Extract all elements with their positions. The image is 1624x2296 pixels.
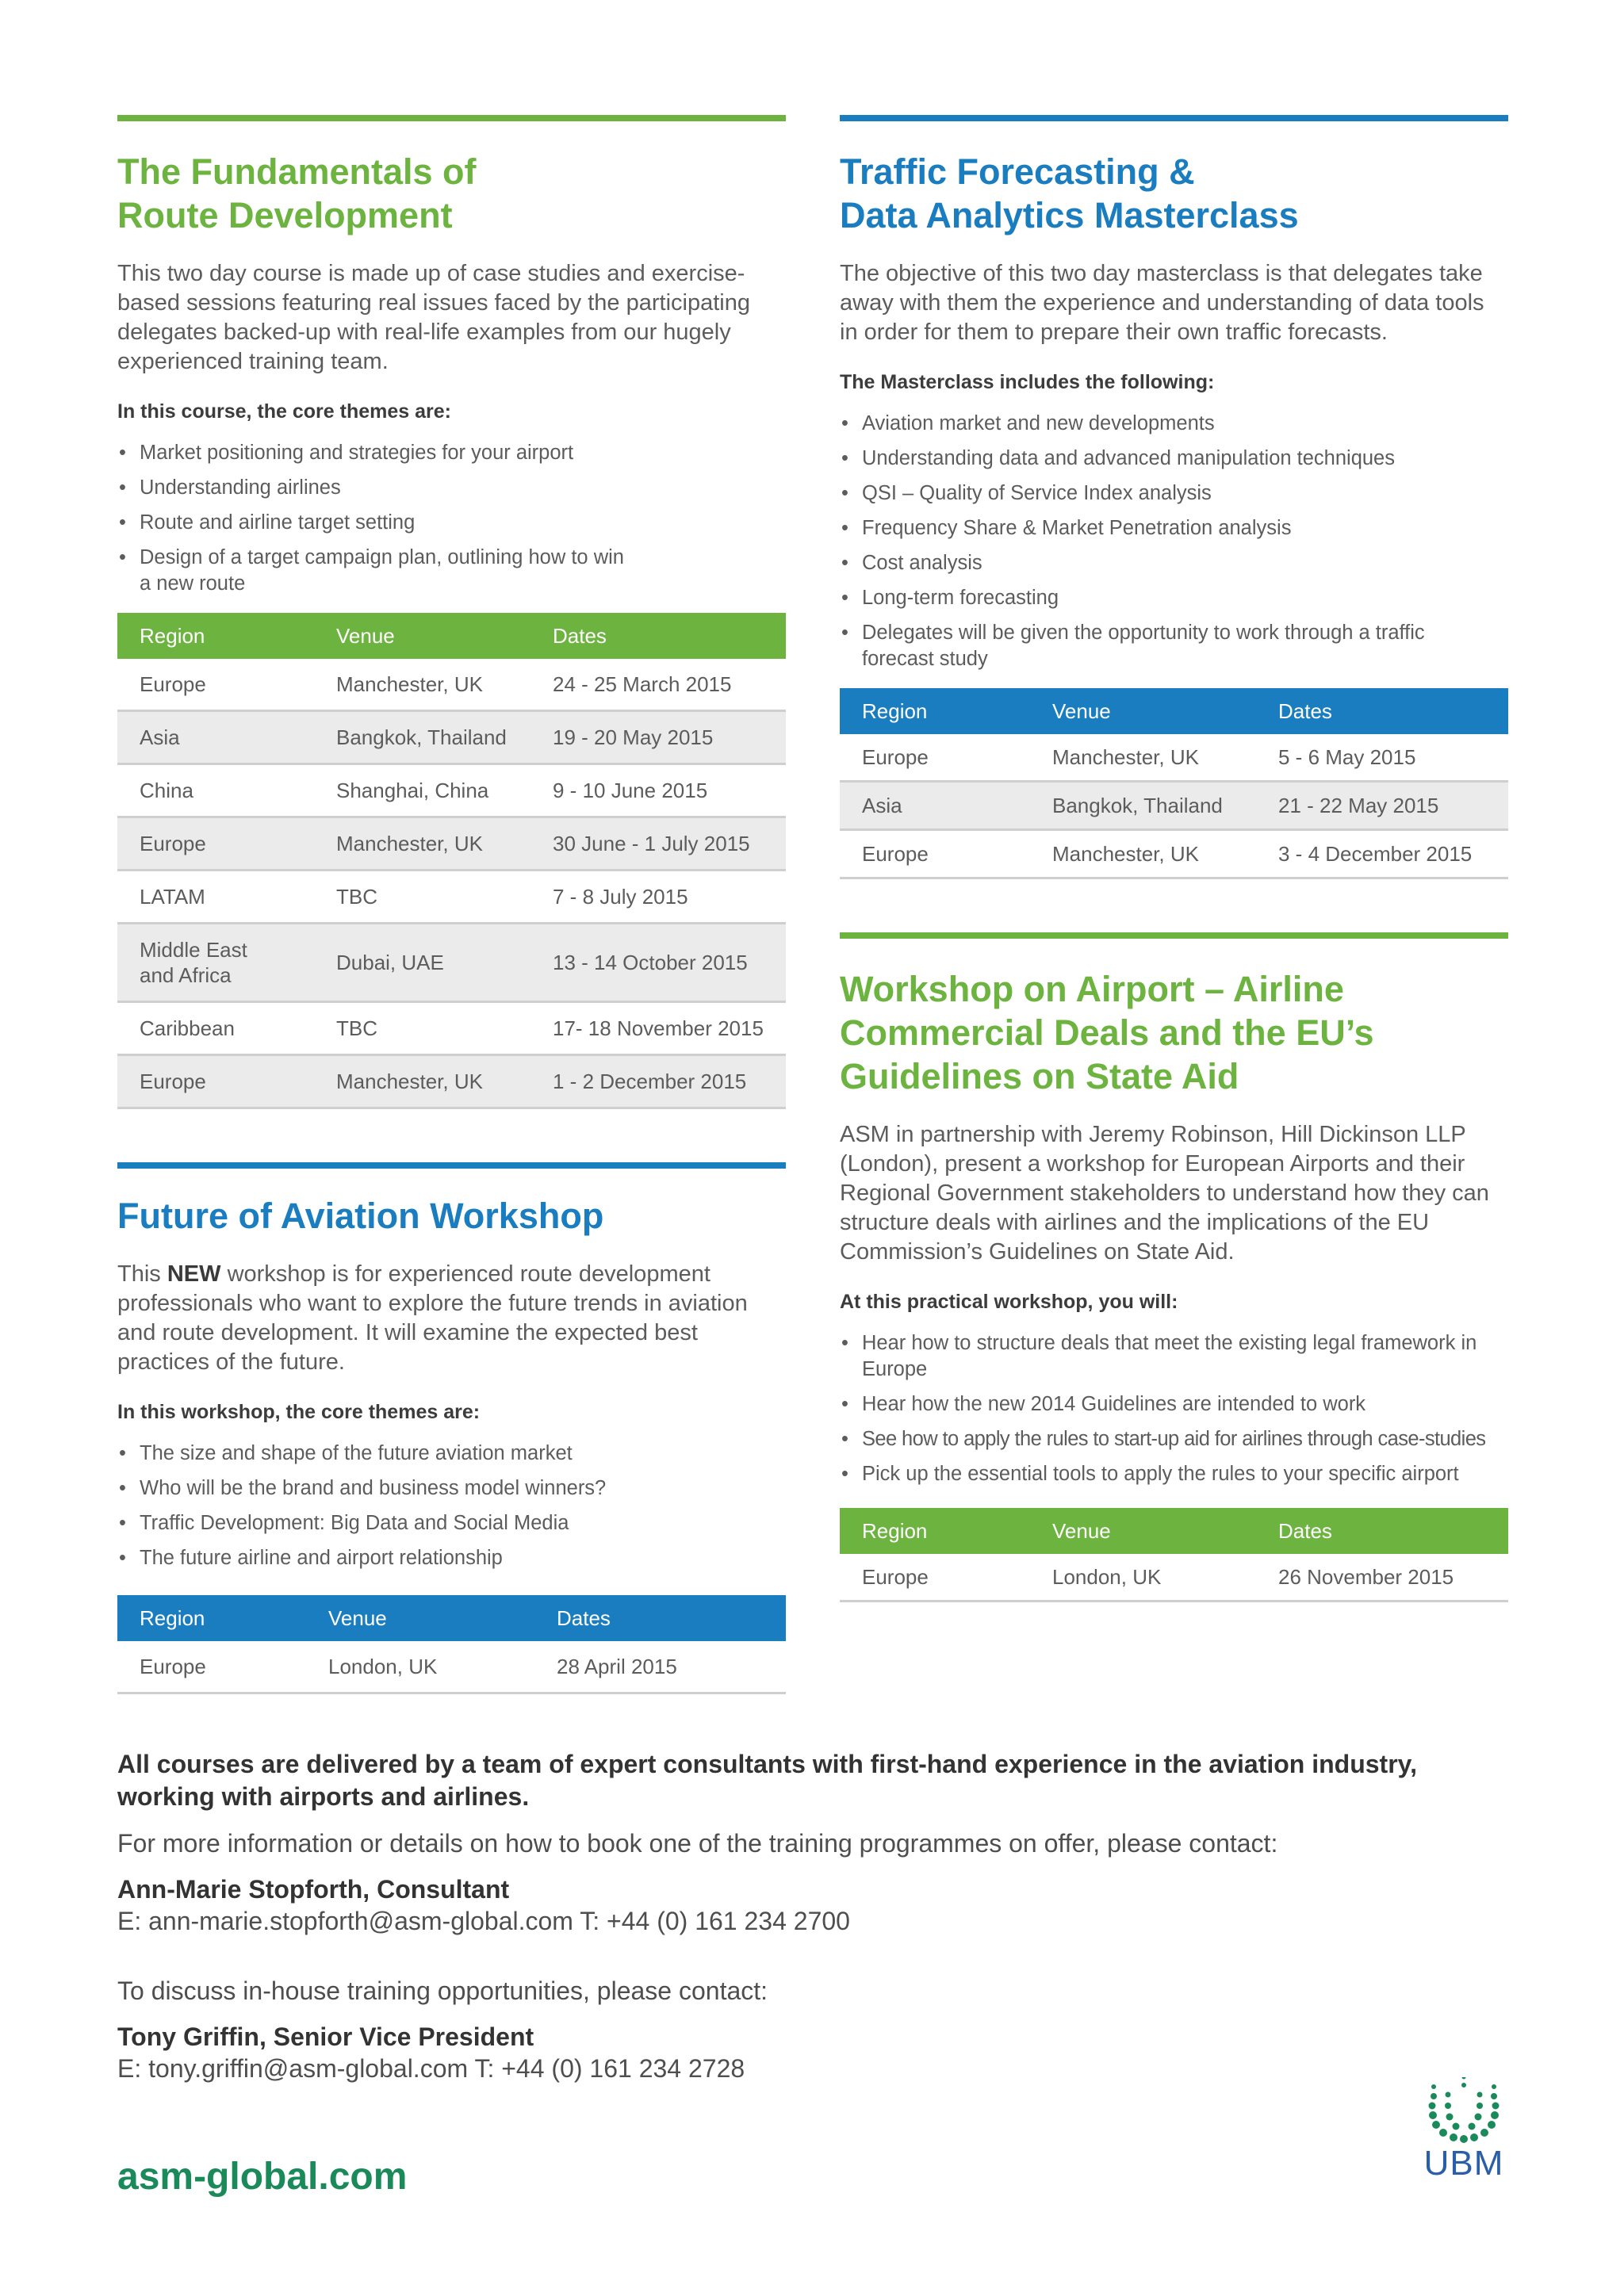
fundamentals-rule xyxy=(117,115,786,121)
table-row: Middle East and Africa Dubai, UAE 13 - 14 October 2015 xyxy=(117,924,786,1002)
traffic-title xyxy=(840,150,1508,237)
list-item: • Route and airline target setting xyxy=(119,511,416,534)
workshop-section xyxy=(840,932,1508,1602)
list-item: • Design of a target campaign plan, outlining how to win a new route xyxy=(119,546,624,595)
header-venue: Venue xyxy=(336,623,395,648)
ubm-logo-text: UBM xyxy=(1423,2144,1504,2183)
list-item: • Long-term forecasting xyxy=(841,587,1059,609)
future-schedule-table xyxy=(117,1595,786,1694)
fundamentals-section xyxy=(117,115,786,1109)
header-region: Region xyxy=(862,1518,928,1543)
list-item: • Aviation market and new developments xyxy=(841,412,1215,434)
header-venue: Venue xyxy=(1052,698,1111,723)
list-item: • Delegates will be given the opportunity to work through a traffic forecast study xyxy=(841,622,1425,670)
list-item: • The size and shape of the future aviation market xyxy=(119,1442,573,1464)
traffic-intro: The objective of this two day masterclass is that delegates take away with them the experience and understanding of data tools in order for them to prepare their own traffic forecasts. xyxy=(840,261,1484,345)
traffic-schedule-table xyxy=(840,688,1508,879)
fundamentals-title xyxy=(117,150,786,237)
workshop-title-line2: Commercial Deals and the EU’s xyxy=(840,1012,1374,1053)
list-item: • QSI – Quality of Service Index analysis xyxy=(841,482,1212,504)
table-row: Caribbean TBC 17- 18 November 2015 xyxy=(117,1002,786,1055)
workshop-rule xyxy=(840,932,1508,939)
table-row: Europe Manchester, UK 3 - 4 December 2015 xyxy=(840,830,1508,878)
ubm-logo xyxy=(1416,2077,1511,2183)
header-dates: Dates xyxy=(1278,698,1332,723)
future-bullets xyxy=(117,1441,786,1571)
list-item: • Who will be the brand and business model winners? xyxy=(119,1477,607,1499)
future-rule xyxy=(117,1162,786,1169)
list-item: • Cost analysis xyxy=(841,552,982,574)
table-row: Europe Manchester, UK 24 - 25 March 2015 xyxy=(117,659,786,711)
table-header-row xyxy=(117,613,786,659)
header-venue: Venue xyxy=(328,1605,387,1630)
fundamentals-bullets xyxy=(117,440,786,597)
header-dates: Dates xyxy=(553,623,607,648)
workshop-intro: ASM in partnership with Jeremy Robinson, Hill Dickinson LLP (London), present a workshop for European Airports and their Regional Government stakeholders to understand how they can structure deals with airlines and the implications of the EU Commission’s Guidelines on State Aid. xyxy=(840,1122,1489,1265)
table-row: China Shanghai, China 9 - 10 June 2015 xyxy=(117,764,786,817)
table-row: Europe London, UK 28 April 2015 xyxy=(117,1641,786,1693)
table-header-row xyxy=(840,688,1508,734)
traffic-section xyxy=(840,115,1508,879)
contact2-details: E: tony.griffin@asm-global.com T: +44 (0) 161 234 2728 xyxy=(117,2054,745,2083)
list-item: • Market positioning and strategies for your airport xyxy=(119,442,574,464)
contact-block xyxy=(117,1748,1513,2084)
workshop-bullets xyxy=(840,1330,1508,1487)
header-region: Region xyxy=(140,1605,205,1630)
inhouse-text: To discuss in-house training opportunities, please contact: xyxy=(117,1976,768,2005)
traffic-title-line1: Traffic Forecasting & xyxy=(840,151,1195,192)
header-dates: Dates xyxy=(1278,1518,1332,1543)
fundamentals-title-line1: The Fundamentals of xyxy=(117,151,477,192)
workshop-title-line3: Guidelines on State Aid xyxy=(840,1056,1239,1096)
future-section xyxy=(117,1162,786,1694)
list-item: • Hear how to structure deals that meet the existing legal framework in Europe xyxy=(841,1332,1477,1380)
header-venue: Venue xyxy=(1052,1518,1111,1543)
contact1-name: Ann-Marie Stopforth, Consultant xyxy=(117,1875,510,1904)
traffic-title-line2: Data Analytics Masterclass xyxy=(840,195,1299,235)
workshop-schedule-table xyxy=(840,1508,1508,1602)
fundamentals-schedule-table xyxy=(117,613,786,1109)
fundamentals-intro: This two day course is made up of case studies and exercise-based sessions featuring real issues faced by the participating delegates backed-up with real-life examples from our hugely experienced training team. xyxy=(117,261,750,374)
traffic-subhead: The Masterclass includes the following: xyxy=(840,371,1215,393)
fundamentals-subhead: In this course, the core themes are: xyxy=(117,400,451,423)
future-intro: This NEW workshop is for experienced route development professionals who want to explore the future trends in aviation and route development. It will examine the expected best practices of the future. xyxy=(117,1261,748,1375)
list-item: • Understanding airlines xyxy=(119,476,341,499)
list-item: • Pick up the essential tools to apply the rules to your specific airport xyxy=(841,1463,1459,1485)
table-row: Europe Manchester, UK 1 - 2 December 2015 xyxy=(117,1055,786,1108)
table-row: Europe London, UK 26 November 2015 xyxy=(840,1554,1508,1601)
header-region: Region xyxy=(140,623,205,648)
contact1-details: E: ann-marie.stopforth@asm-global.com T: +44 (0) 161 234 2700 xyxy=(117,1907,850,1935)
fundamentals-title-line2: Route Development xyxy=(117,195,453,235)
header-region: Region xyxy=(862,698,928,723)
contact2-name: Tony Griffin, Senior Vice President xyxy=(117,2022,534,2051)
list-item: • Hear how the new 2014 Guidelines are intended to work xyxy=(841,1393,1366,1415)
table-header-row xyxy=(117,1595,786,1641)
table-row: Europe Manchester, UK 5 - 6 May 2015 xyxy=(840,734,1508,782)
list-item: • Understanding data and advanced manipulation techniques xyxy=(841,447,1395,469)
traffic-bullets xyxy=(840,411,1508,672)
table-row: LATAM TBC 7 - 8 July 2015 xyxy=(117,871,786,924)
header-dates: Dates xyxy=(557,1605,611,1630)
table-row: Europe Manchester, UK 30 June - 1 July 2015 xyxy=(117,817,786,871)
list-item: • The future airline and airport relationship xyxy=(119,1547,503,1569)
list-item: • See how to apply the rules to start-up aid for airlines through case-studies xyxy=(841,1428,1486,1450)
more-info-text: For more information or details on how to book one of the training programmes on offer, please contact: xyxy=(117,1829,1278,1858)
future-subhead: In this workshop, the core themes are: xyxy=(117,1401,481,1423)
table-row: Asia Bangkok, Thailand 19 - 20 May 2015 xyxy=(117,711,786,764)
list-item: • Frequency Share & Market Penetration analysis xyxy=(841,517,1292,539)
list-item: • Traffic Development: Big Data and Social Media xyxy=(119,1512,569,1534)
website-link[interactable]: asm-global.com xyxy=(117,2156,408,2198)
traffic-rule xyxy=(840,115,1508,121)
expert-note: All courses are delivered by a team of expert consultants with first-hand experience in the aviation industry, working with airports and airlines. xyxy=(117,1750,1417,1811)
future-title: Future of Aviation Workshop xyxy=(117,1196,604,1236)
workshop-title xyxy=(840,967,1508,1098)
workshop-subhead: At this practical workshop, you will: xyxy=(840,1291,1178,1313)
workshop-title-line1: Workshop on Airport – Airline xyxy=(840,969,1344,1009)
table-header-row xyxy=(840,1508,1508,1554)
table-row: Asia Bangkok, Thailand 21 - 22 May 2015 xyxy=(840,782,1508,830)
